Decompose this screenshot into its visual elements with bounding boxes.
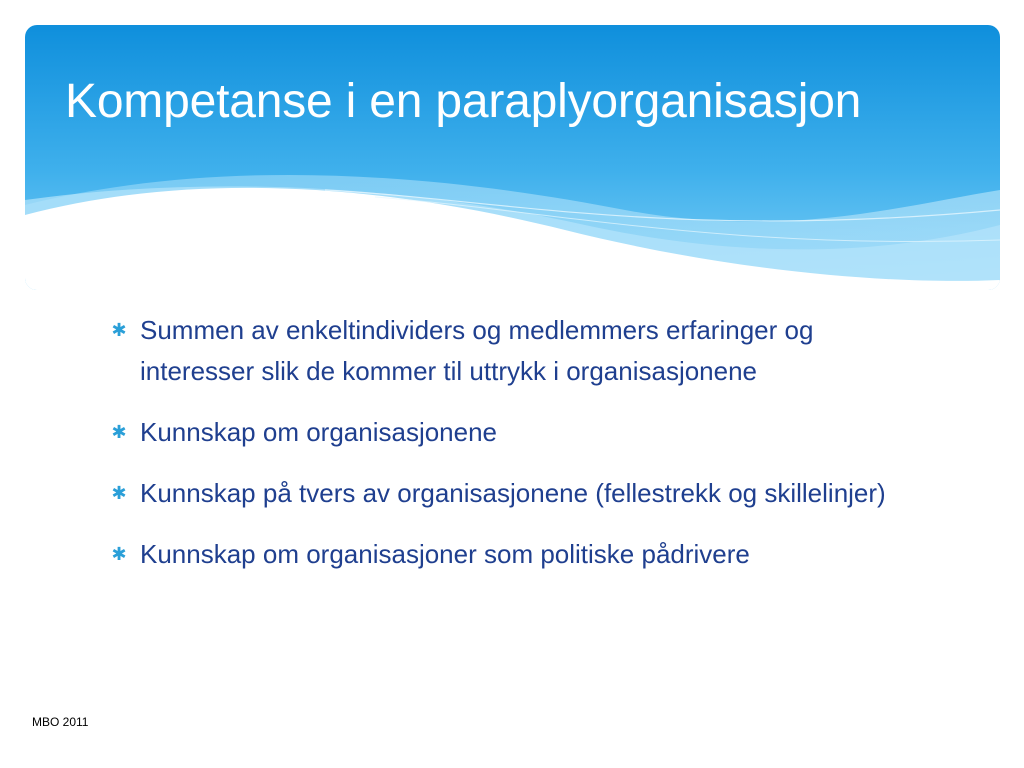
bullet-item xyxy=(108,534,928,575)
asterisk-bullet-icon: ✱ xyxy=(111,544,127,564)
bullet-item xyxy=(108,473,928,514)
bullet-item xyxy=(108,310,928,392)
bullet-text: Kunnskap på tvers av organisasjonene (fellestrekk og skillelinjer) xyxy=(140,478,886,508)
asterisk-bullet-icon: ✱ xyxy=(111,422,127,442)
bullet-text: Kunnskap om organisasjonene xyxy=(140,417,498,447)
bullet-item xyxy=(108,412,928,453)
footer-text: MBO 2011 xyxy=(32,715,89,729)
wave-background xyxy=(25,25,1000,290)
asterisk-bullet-icon: ✱ xyxy=(111,320,127,340)
bullet-text: Summen av enkeltindividers og medlemmers erfaringer og interesser slik de kommer til uttrykk i organisasjonene xyxy=(140,315,814,386)
bullet-list xyxy=(108,310,928,595)
bullet-text: Kunnskap om organisasjoner som politiske pådrivere xyxy=(140,539,750,569)
asterisk-bullet-icon: ✱ xyxy=(111,483,127,503)
slide-title: Kompetanse i en paraplyorganisasjon xyxy=(65,75,862,128)
header-banner xyxy=(25,25,1000,290)
